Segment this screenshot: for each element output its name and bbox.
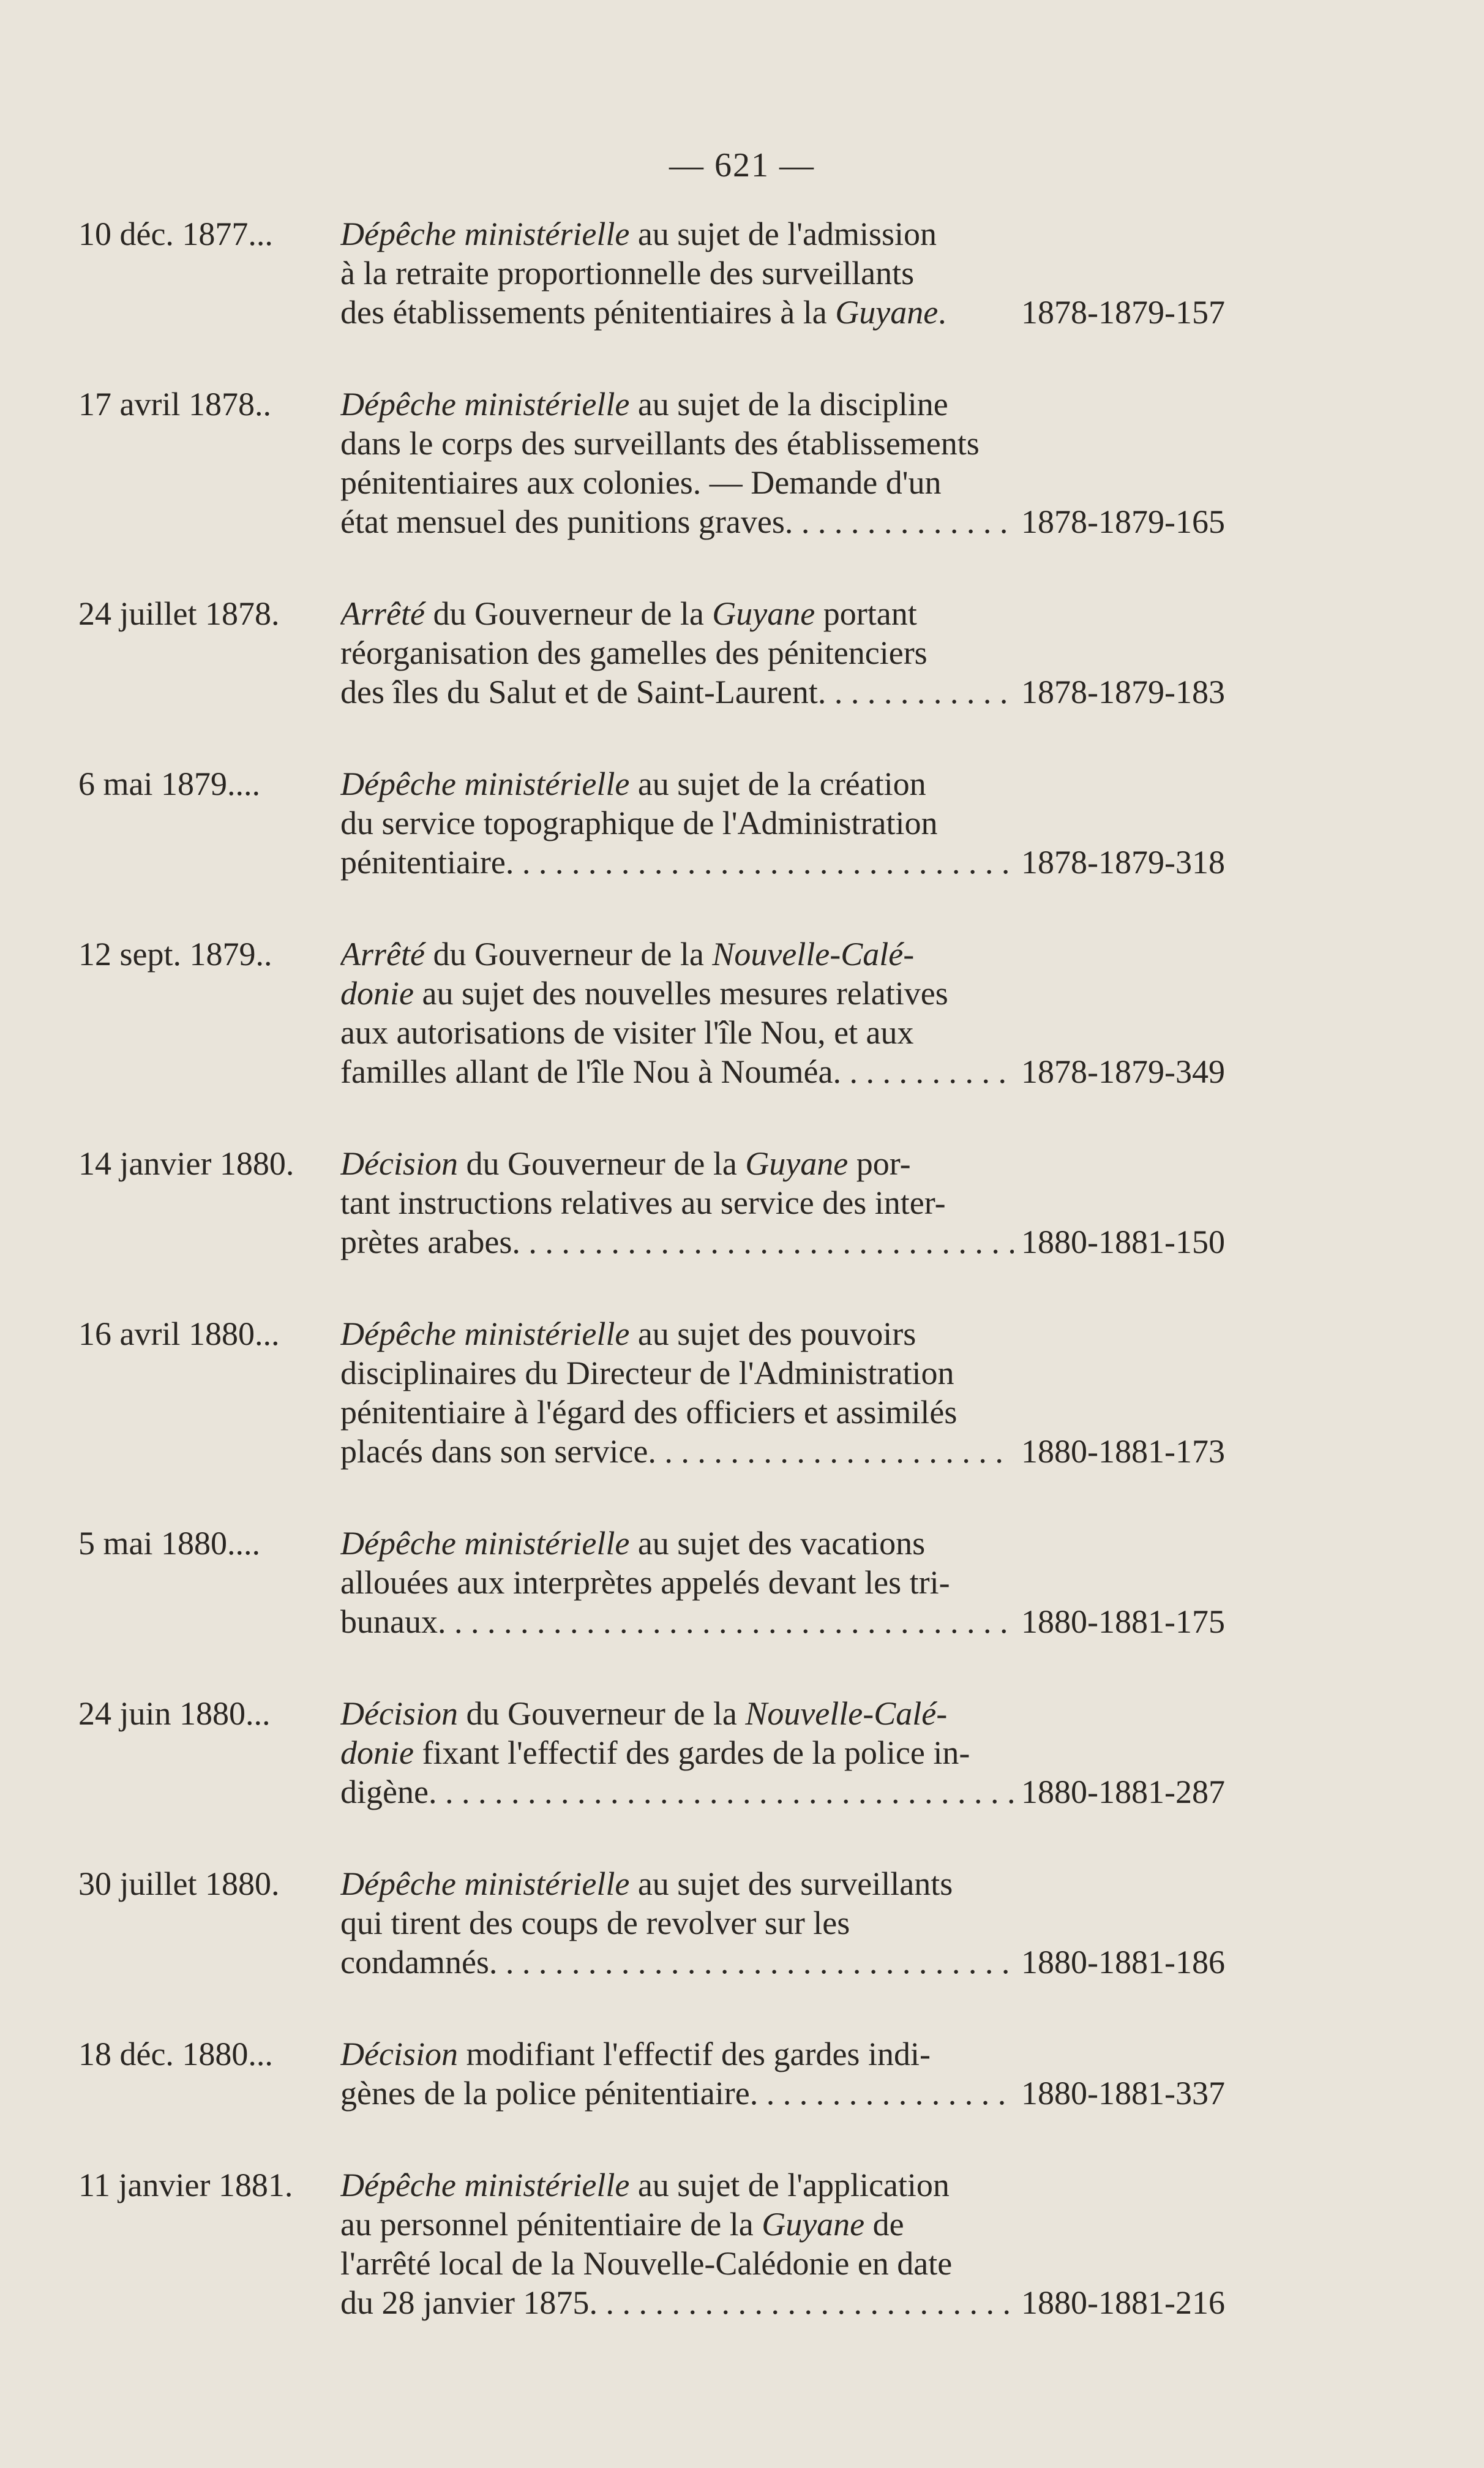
entry-date: 16 avril 1880... (78, 1315, 280, 1352)
entry-line: placés dans son service . . . (340, 1432, 1014, 1471)
list-item (0, 935, 1484, 1091)
leader-dots (512, 1222, 1014, 1262)
entry-date: 17 avril 1878.. (78, 386, 271, 423)
entry-date: 12 sept. 1879.. (78, 936, 272, 973)
list-item (0, 2034, 1484, 2113)
entry-line: condamnés . . . (340, 1943, 1014, 1982)
leader-dots (438, 1602, 1014, 1641)
entry-line: état mensuel des punitions graves . . . (340, 502, 1014, 541)
entry-reference: 1878-1879-157 (1021, 294, 1225, 331)
entry-line: familles allant de l'île Nou à Nouméa . . . (340, 1052, 1014, 1091)
entry-date: 30 juillet 1880. (78, 1865, 280, 1902)
entry-date: 14 janvier 1880. (78, 1145, 294, 1182)
entry-reference: 1880-1881-287 (1021, 1774, 1225, 1810)
entry-line: digène . . . (340, 1772, 1014, 1811)
entry-date: 10 déc. 1877... (78, 216, 273, 252)
list-item (0, 764, 1484, 882)
entry-description (340, 1864, 1014, 1982)
entry-description (340, 1694, 1014, 1811)
list-item (0, 214, 1484, 332)
list-item (0, 1524, 1484, 1641)
entry-line: pénitentiaires aux colonies. — Demande d'un (340, 464, 942, 501)
entry-line: Décision modifiant l'effectif des gardes indi- (340, 2036, 931, 2072)
leader-dots (833, 1052, 1014, 1091)
entry-line: au personnel pénitentiaire de la Guyane de (340, 2206, 904, 2243)
entry-line: pénitentiaire à l'égard des officiers et assimilés (340, 1394, 957, 1431)
entry-line: des îles du Salut et de Saint-Laurent . . . (340, 672, 1014, 712)
leader-dots (489, 1943, 1014, 1982)
entry-line: prètes arabes . . . (340, 1222, 1014, 1262)
list-item (0, 594, 1484, 712)
list-item (0, 1864, 1484, 1982)
entry-line: du 28 janvier 1875 . . . (340, 2283, 1014, 2322)
entry-line: à la retraite proportionnelle des surveillants (340, 255, 915, 292)
entry-description (340, 935, 1014, 1091)
entry-line: bunaux . . . (340, 1602, 1014, 1641)
entry-line: Arrêté du Gouverneur de la Guyane portant (340, 595, 917, 632)
entry-reference: 1880-1881-216 (1021, 2284, 1225, 2321)
list-item (0, 2165, 1484, 2322)
entry-reference: 1880-1881-173 (1021, 1433, 1225, 1470)
leader-dots (818, 672, 1014, 712)
leader-dots (648, 1432, 1014, 1471)
entry-reference: 1880-1881-175 (1021, 1603, 1225, 1640)
entry-line: des établissements pénitentiaires à la Guyane. (340, 294, 946, 331)
list-item (0, 385, 1484, 541)
leader-dots (506, 843, 1014, 882)
entry-reference: 1880-1881-150 (1021, 1224, 1225, 1260)
entry-date: 6 mai 1879.... (78, 766, 260, 802)
entry-description (340, 2034, 1014, 2113)
entry-description (340, 385, 1014, 541)
entry-reference: 1878-1879-318 (1021, 844, 1225, 881)
entry-date: 18 déc. 1880... (78, 2036, 273, 2072)
entry-reference: 1880-1881-186 (1021, 1944, 1225, 1981)
entry-list (0, 214, 1484, 2375)
entry-line: allouées aux interprètes appelés devant les tri- (340, 1564, 950, 1601)
entry-line: Dépêche ministérielle au sujet des vacations (340, 1525, 926, 1562)
entry-line: donie au sujet des nouvelles mesures relatives (340, 975, 948, 1012)
entry-line: Arrêté du Gouverneur de la Nouvelle-Calé- (340, 936, 915, 973)
entry-date: 11 janvier 1881. (78, 2167, 293, 2203)
entry-line: donie fixant l'effectif des gardes de la police in- (340, 1734, 970, 1771)
entry-reference: 1878-1879-165 (1021, 503, 1225, 540)
entry-line: qui tirent des coups de revolver sur les (340, 1905, 850, 1941)
entry-line: aux autorisations de visiter l'île Nou, et aux (340, 1014, 914, 1051)
entry-line: Décision du Gouverneur de la Nouvelle-Calé- (340, 1695, 948, 1732)
entry-description (340, 1314, 1014, 1471)
leader-dots (589, 2283, 1014, 2322)
leader-dots (750, 2074, 1014, 2113)
entry-line: l'arrêté local de la Nouvelle-Calédonie en date (340, 2245, 953, 2282)
list-item (0, 1314, 1484, 1471)
entry-description (340, 2165, 1014, 2322)
entry-date: 24 juillet 1878. (78, 595, 280, 632)
entry-description (340, 594, 1014, 712)
entry-description (340, 214, 1014, 332)
entry-line: pénitentiaire . . . (340, 843, 1014, 882)
entry-line: gènes de la police pénitentiaire . . . (340, 2074, 1014, 2113)
entry-line: Dépêche ministérielle au sujet de l'admission (340, 216, 937, 252)
entry-description (340, 764, 1014, 882)
entry-reference: 1880-1881-337 (1021, 2075, 1225, 2112)
entry-line: dans le corps des surveillants des établissements (340, 425, 980, 462)
entry-line: disciplinaires du Directeur de l'Administration (340, 1355, 954, 1391)
entry-description (340, 1524, 1014, 1641)
entry-line: Dépêche ministérielle au sujet des pouvoirs (340, 1315, 916, 1352)
entry-line: Dépêche ministérielle au sujet des surveillants (340, 1865, 953, 1902)
entry-reference: 1878-1879-183 (1021, 674, 1225, 710)
leader-dots (429, 1772, 1014, 1811)
entry-line: du service topographique de l'Administration (340, 805, 938, 841)
entry-date: 5 mai 1880.... (78, 1525, 260, 1562)
entry-line: Dépêche ministérielle au sujet de la création (340, 766, 926, 802)
entry-line: Décision du Gouverneur de la Guyane por- (340, 1145, 911, 1182)
entry-line: tant instructions relatives au service des inter- (340, 1184, 946, 1221)
list-item (0, 1694, 1484, 1811)
page-number: — 621 — (669, 146, 815, 184)
entry-line: réorganisation des gamelles des pénitenciers (340, 634, 928, 671)
entry-line: Dépêche ministérielle au sujet de l'application (340, 2167, 950, 2203)
entry-description (340, 1144, 1014, 1262)
leader-dots (785, 502, 1014, 541)
entry-date: 24 juin 1880... (78, 1695, 271, 1732)
list-item (0, 1144, 1484, 1262)
entry-reference: 1878-1879-349 (1021, 1053, 1225, 1090)
entry-line: Dépêche ministérielle au sujet de la discipline (340, 386, 948, 423)
